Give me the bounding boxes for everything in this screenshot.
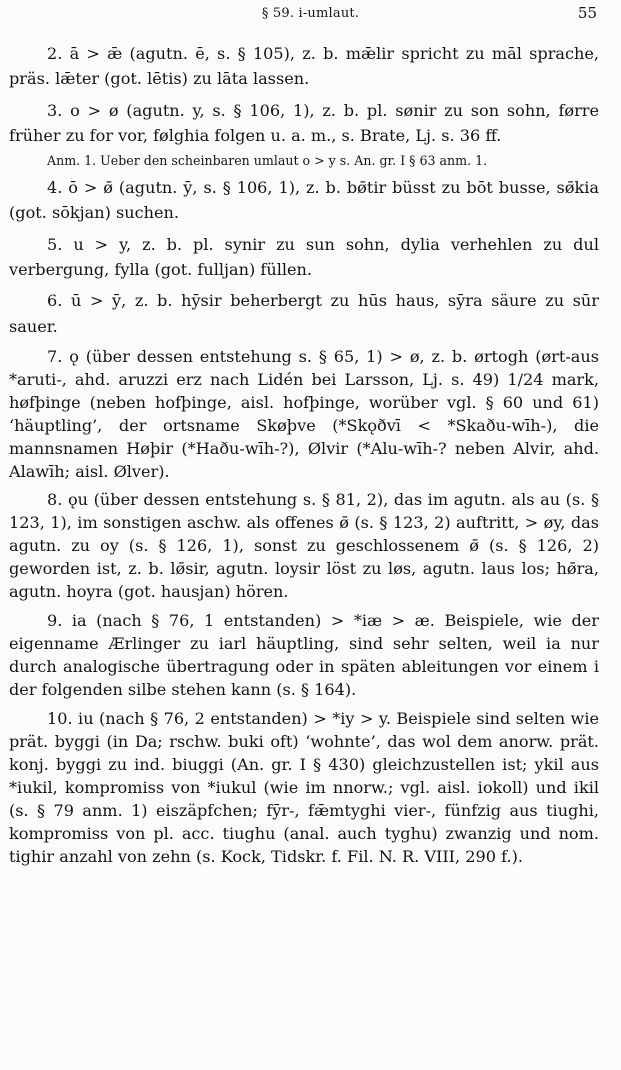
section-header-title: § 59. i-umlaut. (261, 6, 360, 21)
paragraph-6: 6. ū > ȳ, z. b. hȳsir beherbergt zu hūs haus, sȳra säure zu sūr sauer. (9, 291, 599, 336)
running-header (0, 4, 621, 26)
paragraph-2: 2. ā > ǣ (agutn. ē, s. § 105), z. b. mǣlir spricht zu māl sprache, präs. lǣter (got. lētis) zu lāta lassen. (9, 44, 599, 89)
paragraph-8: 8. ǫu (über dessen entstehung s. § 81, 2), das im agutn. als au (s. § 123, 1), im sonstigen aschw. als offenes ø̄ (s. § 123, 2) auftritt, > øy, das agutn. zu oy (s. § 126, 1), sonst zu geschlossenem ø̄ (s. § 126, 2) geworden ist, z. b. lø̄sir, agutn. loysir löst zu løs, agutn. laus los; hø̄ra, agutn. hoyra (got. hausjan) hören. (9, 489, 599, 601)
main-text (9, 41, 599, 874)
paragraph-5: 5. u > y, z. b. pl. synir zu sun sohn, dylia verhehlen zu dul verbergung, fylla (got. fulljan) füllen. (9, 234, 599, 280)
paragraph-7: 7. ǫ (über dessen entstehung s. § 65, 1) > ø, z. b. ørtogh (ørt-aus *aruti-, ahd. aruzzi erz nach Lidén bei Larsson, Lj. s. 49) 1/24 mark, høfþinge (neben hofþinge, aisl. hofþinge, worüber vgl. § 60 und 61) ‘häuptling’, der ortsname Skøþve (*Skǫðvī < *Skaðu-wīh-), die mannsnamen Høþir (*Haðu-wīh-?), Ølvir (*Alu-wīh-? neben Alvir, ahd. Alawīh; aisl. Ølver). (9, 346, 599, 481)
page-number: 55 (577, 4, 597, 22)
paragraph-9: 9. ia (nach § 76, 1 entstanden) > *iæ > æ. Beispiele, wie der eigenname Ærlinger zu iarl häuptling, sind sehr selten, weil ia nur durch analogische übertragung oder in späten ableitungen vor einem i der folgenden silbe stehen kann (s. § 164). (9, 610, 599, 699)
paragraph-4: 4. ō > ø̄ (agutn. ȳ, s. § 106, 1), z. b. bø̄tir büsst zu bōt busse, sø̄kia (got. sōkjan) suchen. (9, 178, 599, 223)
paragraph-3: 3. o > ø (agutn. y, s. § 106, 1), z. b. pl. sønir zu son sohn, førre früher zu for vor, følghia folgen u. a. m., s. Brate, Lj. s. 36 ff. (9, 100, 599, 145)
paragraph-10: 10. iu (nach § 76, 2 entstanden) > *iy > y. Beispiele sind selten wie prät. byggi (in Da; rschw. buki oft) ‘wohnte’, das wol dem anorw. prät. konj. byggi zu ind. biuggi (An. gr. I § 430) gleichzustellen ist; ykil aus *iukil, kompromiss von *iukul (wie im nnorw.; vgl. aisl. iokoll) und ikil (s. § 79 anm. 1) eiszäpfchen; fȳr-, fǣmtyghi vier-, fünfzig aus tiughi, kompromiss von pl. acc. tiughu (anal. auch tyghu) zwanzig und nom. tighir anzahl von zehn (s. Kock, Tidskr. f. Fil. N. R. VIII, 290 f.). (9, 708, 599, 866)
annotation-1: Anm. 1. Ueber den scheinbaren umlaut o > y s. An. gr. I § 63 anm. 1. (47, 153, 488, 169)
